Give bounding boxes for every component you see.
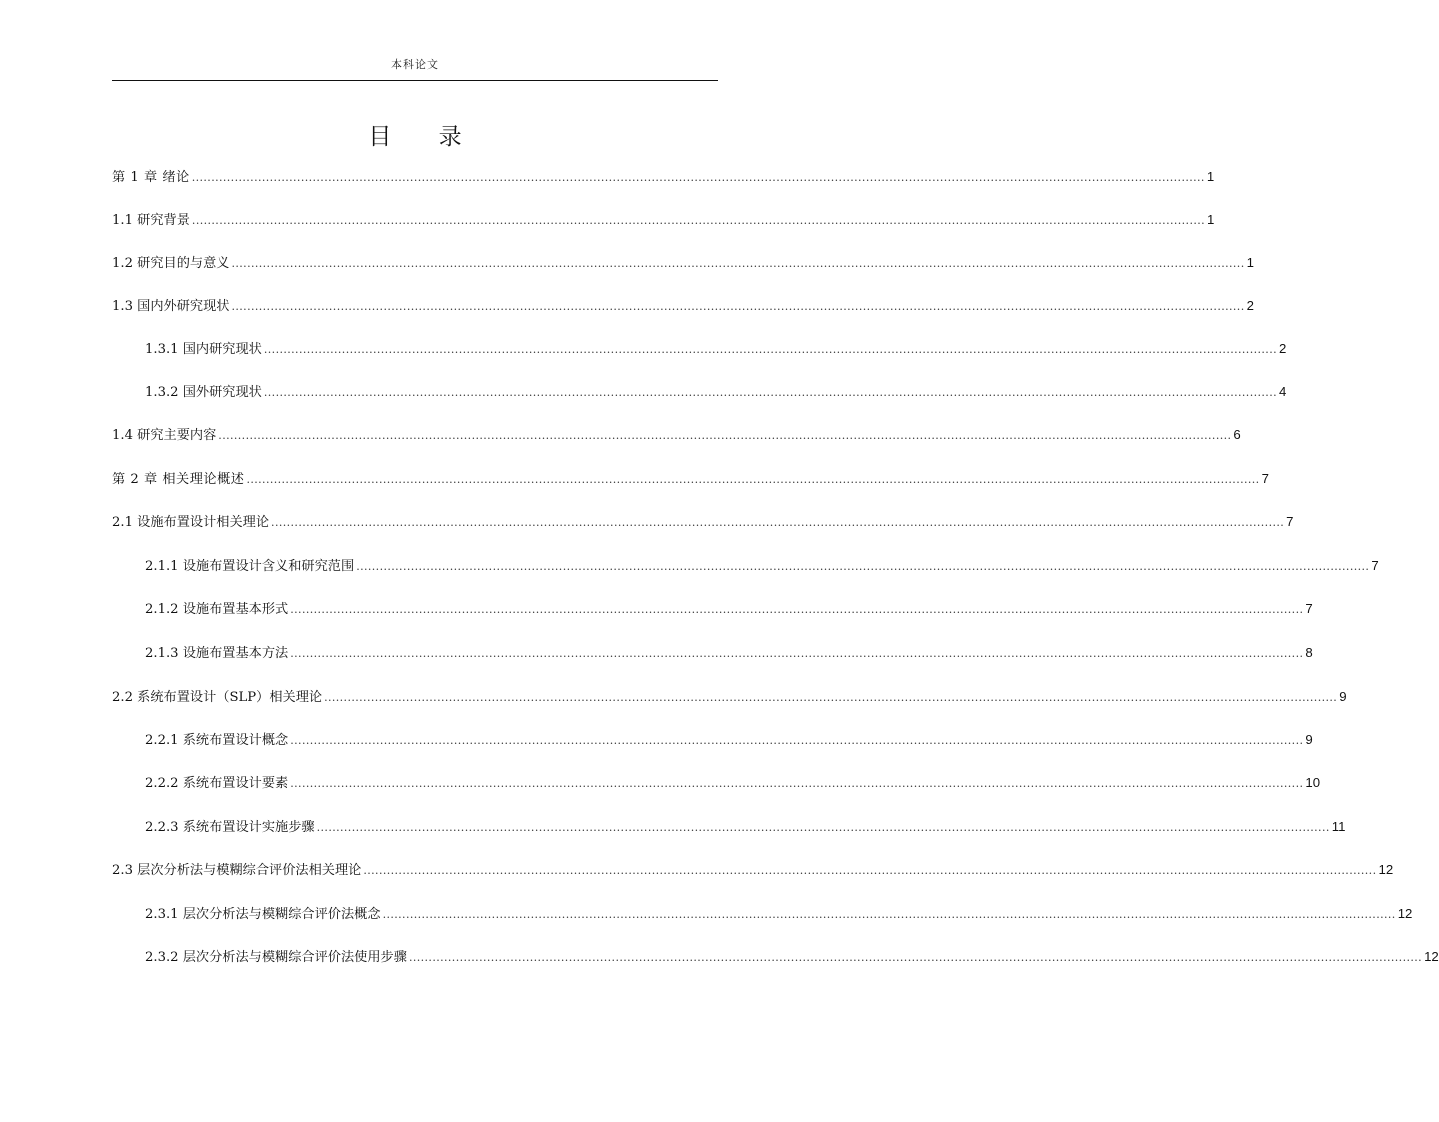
toc-entry-page: 2 (1246, 298, 1254, 313)
toc-entry-label: 2.2.1 系统布置设计概念 (145, 733, 289, 748)
toc-entry-label: 1.3.2 国外研究现状 (145, 385, 262, 400)
toc-leader-dots: .................................................................................................................................................................................................................................................................... (324, 691, 1338, 704)
toc-entry-page: 12 (1424, 949, 1439, 964)
toc-entry-label: 2.3.2 层次分析法与模糊综合评价法使用步骤 (145, 950, 407, 965)
toc-entry-label: 第 1 章 绪论 (112, 170, 190, 185)
toc-entry-1-4[interactable] (112, 425, 1241, 445)
toc-title: 目 录 (368, 124, 482, 150)
toc-entry-2-1-3[interactable] (145, 643, 1313, 663)
toc-entry-page: 7 (1371, 558, 1379, 573)
toc-entry-1-1[interactable] (112, 210, 1215, 230)
toc-entry-label: 2.2.3 系统布置设计实施步骤 (145, 820, 315, 835)
toc-entry-2-2[interactable] (112, 687, 1347, 707)
toc-leader-dots: .................................................................................................................................................................................................................................................................... (316, 821, 1330, 834)
toc-leader-dots: .................................................................................................................................................................................................................................................................... (408, 951, 1423, 964)
toc-entry-label: 2.3 层次分析法与模糊综合评价法相关理论 (112, 863, 362, 878)
toc-leader-dots: .................................................................................................................................................................................................................................................................... (271, 516, 1285, 529)
toc-entry-page: 7 (1305, 601, 1313, 616)
toc-entry-page: 2 (1279, 341, 1287, 356)
toc-entry-label: 2.1.2 设施布置基本形式 (145, 602, 289, 617)
toc-entry-chapter-2[interactable] (112, 469, 1269, 489)
toc-entry-page: 1 (1246, 255, 1254, 270)
toc-entry-page: 4 (1279, 384, 1287, 399)
toc-entry-2-3-2[interactable] (145, 947, 1439, 967)
toc-leader-dots: .................................................................................................................................................................................................................................................................... (191, 171, 1205, 184)
toc-entry-label: 2.1 设施布置设计相关理论 (112, 515, 270, 530)
toc-entry-2-1-1[interactable] (145, 556, 1379, 576)
toc-entry-page: 12 (1397, 906, 1413, 921)
toc-entry-label: 1.1 研究背景 (112, 213, 190, 228)
toc-entry-page: 10 (1305, 775, 1321, 790)
toc-leader-dots: .................................................................................................................................................................................................................................................................... (263, 386, 1277, 399)
toc-entry-page: 12 (1378, 862, 1394, 877)
toc-entry-label: 2.2 系统布置设计（SLP）相关理论 (112, 690, 323, 705)
toc-entry-label: 2.2.2 系统布置设计要素 (145, 776, 289, 791)
toc-entry-1-3-2[interactable] (145, 382, 1287, 402)
toc-entry-2-1[interactable] (112, 512, 1294, 532)
toc-entry-2-3[interactable] (112, 860, 1394, 880)
toc-entry-chapter-1[interactable] (112, 167, 1215, 187)
toc-entry-1-3-1[interactable] (145, 339, 1287, 359)
toc-entry-page: 1 (1207, 212, 1215, 227)
toc-entry-page: 11 (1331, 819, 1346, 834)
toc-entry-label: 1.3 国内外研究现状 (112, 299, 230, 314)
toc-leader-dots: .................................................................................................................................................................................................................................................................... (382, 908, 1396, 921)
toc-entry-2-3-1[interactable] (145, 904, 1413, 924)
toc-entry-page: 9 (1305, 732, 1313, 747)
toc-entry-page: 1 (1206, 169, 1215, 184)
toc-entry-label: 2.1.3 设施布置基本方法 (145, 646, 289, 661)
toc-entry-page: 6 (1233, 427, 1241, 442)
toc-entry-page: 9 (1339, 689, 1347, 704)
toc-entry-1-3[interactable] (112, 296, 1254, 316)
toc-leader-dots: .................................................................................................................................................................................................................................................................... (263, 343, 1277, 356)
toc-leader-dots: .................................................................................................................................................................................................................................................................... (356, 560, 1370, 573)
toc-entry-label: 1.3.1 国内研究现状 (145, 342, 262, 357)
toc-leader-dots: .................................................................................................................................................................................................................................................................... (191, 214, 1206, 227)
toc-entry-label: 1.2 研究目的与意义 (112, 256, 230, 271)
toc-entry-page: 7 (1261, 471, 1269, 486)
toc-entry-2-2-3[interactable] (145, 817, 1346, 837)
toc-entry-2-2-2[interactable] (145, 773, 1321, 793)
toc-leader-dots: .................................................................................................................................................................................................................................................................... (363, 864, 1377, 877)
toc-leader-dots: .................................................................................................................................................................................................................................................................... (290, 603, 1304, 616)
toc-leader-dots: .................................................................................................................................................................................................................................................................... (218, 429, 1232, 442)
toc-entry-2-2-1[interactable] (145, 730, 1313, 750)
toc-entry-label: 2.1.1 设施布置设计含义和研究范围 (145, 559, 355, 574)
toc-leader-dots: .................................................................................................................................................................................................................................................................... (290, 734, 1304, 747)
toc-entry-1-2[interactable] (112, 253, 1254, 273)
toc-entry-page: 8 (1305, 645, 1313, 660)
toc-entry-label: 2.3.1 层次分析法与模糊综合评价法概念 (145, 907, 381, 922)
toc-entry-page: 7 (1286, 514, 1294, 529)
toc-entry-label: 1.4 研究主要内容 (112, 428, 217, 443)
toc-leader-dots: .................................................................................................................................................................................................................................................................... (231, 257, 1245, 270)
running-header: 本科论文 (391, 58, 439, 71)
toc-entry-label: 第 2 章 相关理论概述 (112, 472, 245, 487)
toc-leader-dots: .................................................................................................................................................................................................................................................................... (246, 473, 1260, 486)
toc-leader-dots: .................................................................................................................................................................................................................................................................... (231, 300, 1245, 313)
toc-leader-dots: .................................................................................................................................................................................................................................................................... (290, 777, 1304, 790)
toc-leader-dots: .................................................................................................................................................................................................................................................................... (290, 647, 1304, 660)
toc-entry-2-1-2[interactable] (145, 599, 1313, 619)
